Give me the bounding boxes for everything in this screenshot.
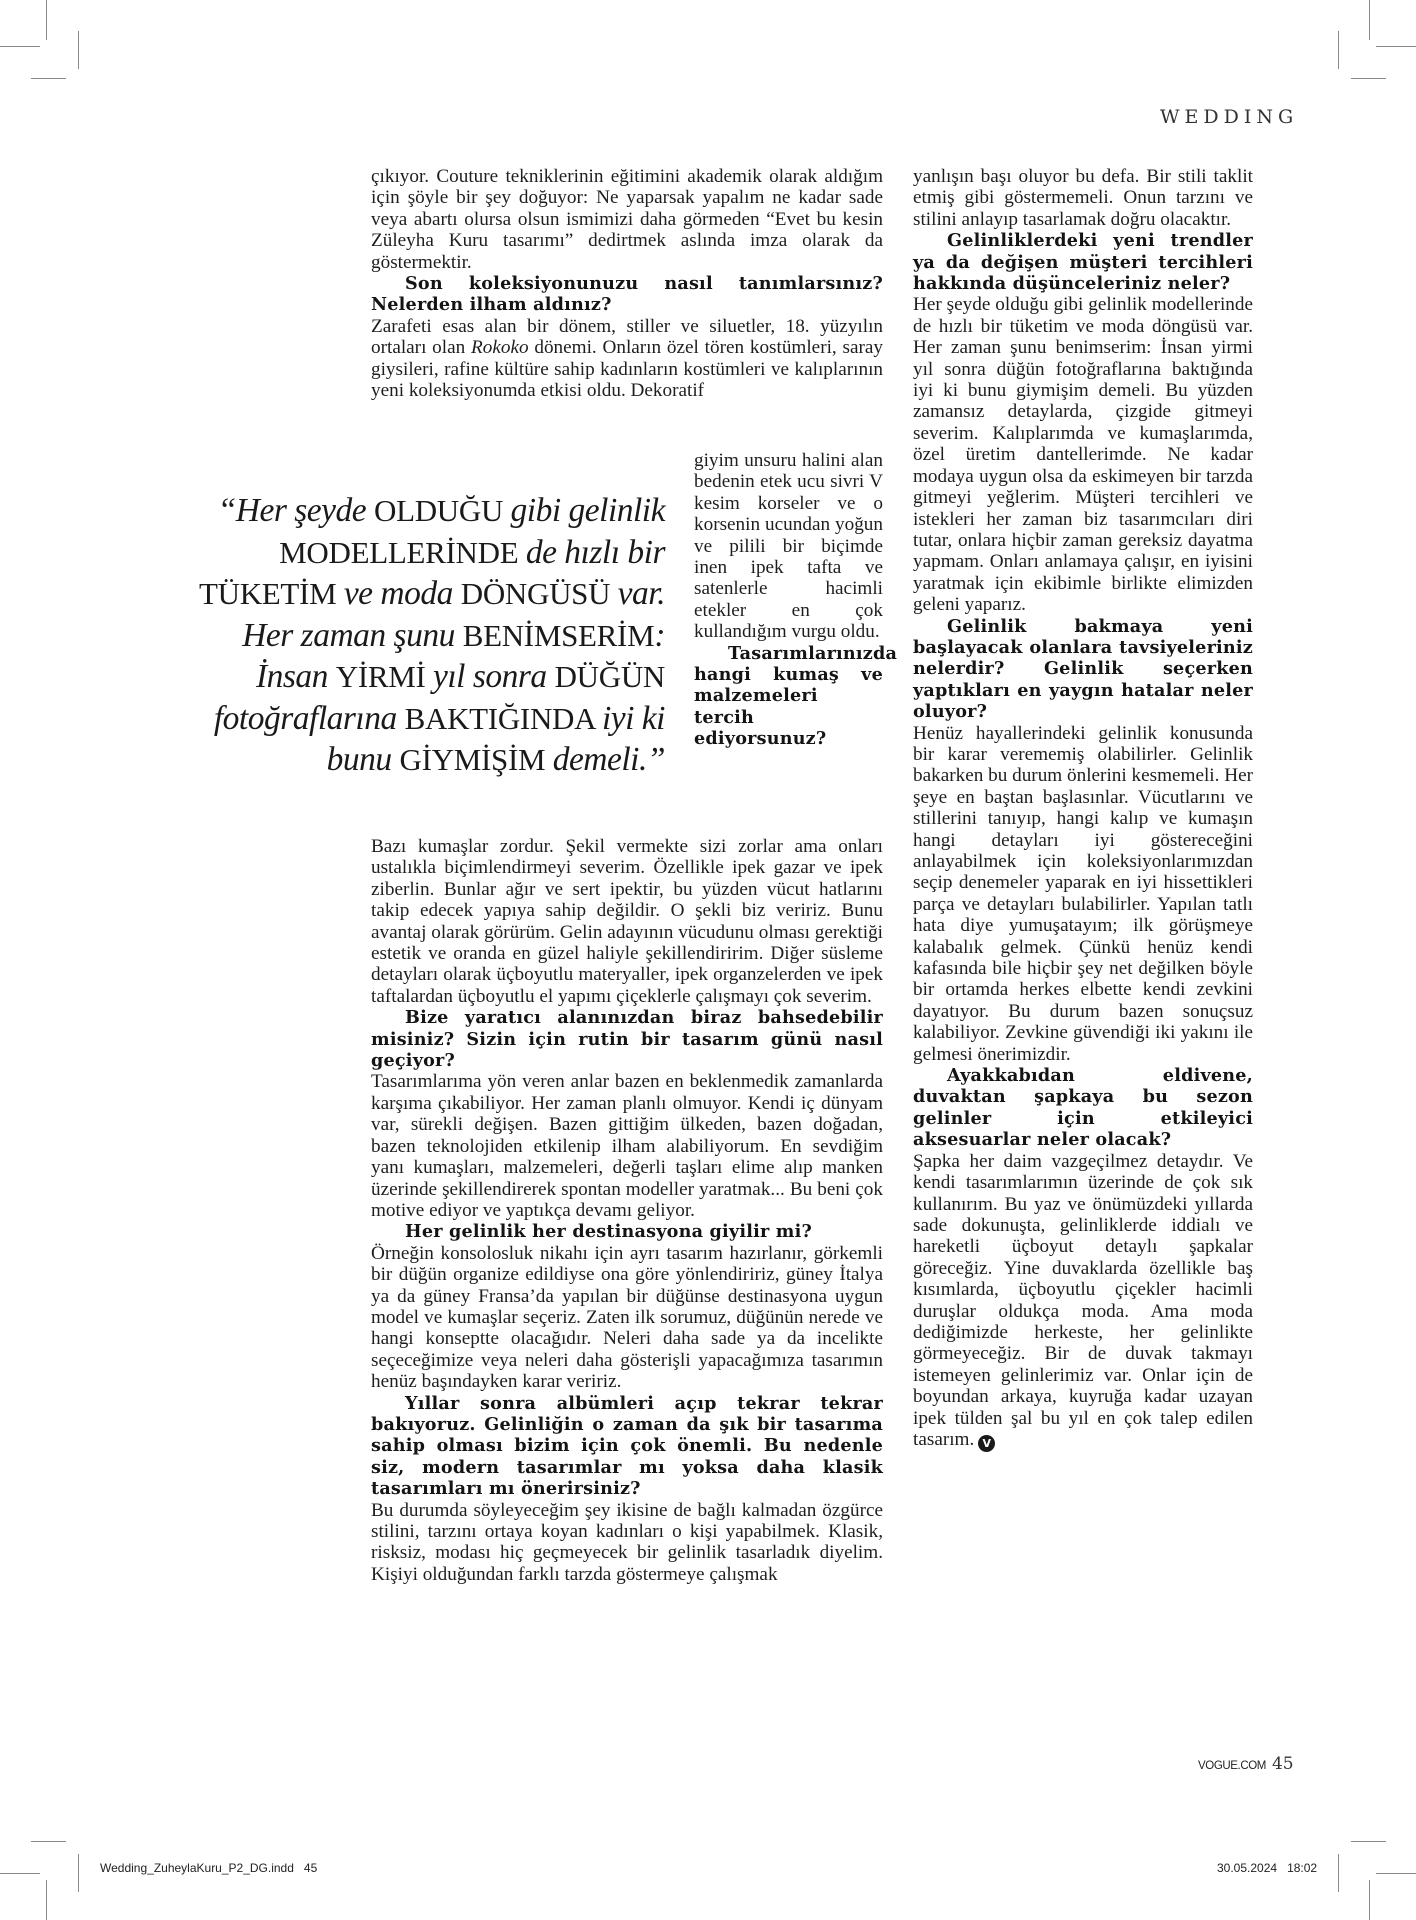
body-paragraph: Bu durumda söyleyeceğim şey ikisine de bağlı kalmadan özgürce stilini, tarzını ortaya koyan kadınları o kişi yapabilmek. Klasik, risksiz, modası hiç geçmeyecek bir gelinlik tasarladık diyelim. Kişiyi olduğundan farklı tarzda göstermeye çalışmak (371, 1499, 883, 1585)
body-paragraph: yanlışın başı oluyor bu defa. Bir stili taklit etmiş gibi göstermemeli. Onun tarzını ve stilini anlayıp tasarlamak doğru olacaktır. (913, 166, 1253, 230)
question-heading: Son koleksiyonunuzu nasıl tanımlarsınız? Nelerden ilham aldınız? (371, 273, 883, 316)
crop-mark (31, 1841, 66, 1842)
pull-quote-segment: İnsan (255, 658, 336, 695)
crop-mark (0, 1873, 40, 1874)
question-heading: Gelinliklerdeki yeni trendler ya da değişen müşteri tercihleri hakkında düşünceleriniz neler? (913, 230, 1253, 295)
body-paragraph: Örneğin konsolosluk nikahı için ayrı tasarım hazırlanır, görkemli bir düğün organize edildiyse ona göre yönlendiririz, güney İtalya ya da güney Fransa’da yapılan bir düğünse destinasyona uygun model ve kumaşlar seçeriz. Zaten ilk sorumuz, düğünün nerede ve hangi konseptte olacağıdır. Neleri daha sade ya da incelikte seçeceğimize veya neleri daha gösterişli yapacağımıza tasarımın henüz başındayken karar veririz. (371, 1242, 883, 1393)
crop-mark (1351, 78, 1386, 79)
body-paragraph: Her şeyde olduğu gibi gelinlik modellerinde de hızlı bir tüketim ve moda döngüsü var. Her zaman şunu benimserim: İnsan yirmi yıl sonra düğün fotoğraflarına baktığında iyi ki bunu giymişim demeli. Bu yüzden zamansız detaylarda, çizgide gitmeyi severim. Kalıplarımda ve kumaşlarımda, özel üretim dantellerimde. Ne kadar modaya uygun olsa da eskimeyen bir tarzda gitmeyi yeğlerim. Müşteri tercihleri ve istekleri her zaman biz tasarımcıları diri tutar, onlara hiçbir zaman gereksiz dayatma yapmam. Onları anlamaya çalışır, en iyisini yaratmak için ekibimle birlikte elimizden geleni yaparız. (913, 294, 1253, 616)
pull-quote-segment: demeli.” (552, 741, 665, 778)
question-heading: Her gelinlik her destinasyona giyilir mi? (405, 1221, 812, 1243)
crop-mark (1338, 1854, 1339, 1892)
italic-term: Rokoko (471, 337, 529, 359)
crop-mark (46, 0, 47, 40)
pull-quote-segment: YİRMİ (335, 659, 433, 694)
pull-quote-segment: BENİMSERİM (462, 617, 655, 653)
body-paragraph: çıkıyor. Couture tekniklerinin eğitimini akademik olarak aldığım için şöyle bir şey doğuyor: Ne yaparsak yapalım ne kadar sade veya abartı olursa olsun ismimizi daha görmeden “Evet bu kesin Züleyha Kuru tasarımı” dedirtmek aslında imza olarak da göstermektir. (371, 166, 883, 273)
pull-quote-segment: DÖNGÜSÜ (460, 576, 618, 611)
crop-mark (1376, 46, 1416, 47)
main-column-lower (371, 836, 883, 1585)
body-text: Şapka her daim vazgeçilmez detaydır. Ve kendi tasarımlarımın üzerinde de çok sık kullanırım. Bu yaz ve önümüzdeki yıllarda sade dokunuşta, gelinliklerde iddialı ve hareketli üçboyut detaylı şapkalar göreceğiz. Yine duvaklarda özellikle baş kısımlarda, üçboyutlu çiçekler hacimli duruşlar oldukça moda. Ama moda dediğimizde herkeste, her gelinlikte görmeyeceğiz. Bir de duvak takmayı istemeyen gelinlerimiz var. Onlar için de boyundan arkaya, kuyruğa kadar uzayan ipek tülden şal bu yıl en çok talep edilen tasarım. (913, 1150, 1253, 1450)
pull-quote-segment: bunu (326, 741, 400, 778)
page-number: 45 (1271, 1754, 1294, 1774)
crop-mark (0, 46, 40, 47)
slug-timestamp (1217, 1861, 1317, 1875)
crop-mark (78, 31, 79, 69)
pull-quote-segment: : (654, 616, 665, 654)
main-column-upper (371, 166, 883, 401)
pull-quote-segment: DÜĞÜN (554, 659, 665, 694)
narrow-column (694, 450, 898, 750)
question-heading: Yıllar sonra albümleri açıp tekrar tekrar bakıyoruz. Gelinliğin o zaman da şık bir tasarıma sahip olması bizim için çok önemli. Bu nedenle siz, modern tasarımlar mı yoksa daha klasik tasarımları mı önerirsiniz? (371, 1392, 883, 1500)
slug-filename: Wedding_ZuheylaKuru_P2_DG.indd (100, 1861, 294, 1875)
vogue-end-mark-icon: V (978, 1435, 995, 1452)
pull-quote-segment: iyi ki (601, 699, 665, 737)
pull-quote (185, 490, 665, 781)
crop-mark (1369, 0, 1370, 40)
pull-quote-segment: OLDUĞU (374, 493, 511, 528)
right-column (913, 166, 1253, 1452)
question-heading: Ayakkabıdan eldivene, duvaktan şapkaya bu sezon gelinler için etkileyici aksesuarlar neler olacak? (913, 1065, 1253, 1151)
crop-mark (1369, 1880, 1370, 1920)
crop-mark (1351, 1841, 1386, 1842)
pull-quote-segment: BAKTIĞINDA (404, 700, 602, 736)
body-text: Zarafeti esas alan bir dönem, stiller ve siluetler, 18. yüzyılın ortaları olan (371, 315, 883, 359)
body-paragraph: giyim unsuru halini alan bedenin etek ucu sivri V kesim korseler ve o korsenin ucundan yoğun ve pilili bir biçimde inen ipek tafta ve satenlerle hacimli etekler en çok kullandığım vurgu oldu. (694, 450, 883, 643)
crop-mark (46, 1880, 47, 1920)
pull-quote-segment: fotoğraflarına (213, 699, 405, 737)
pull-quote-segment: gibi gelinlik (510, 492, 665, 529)
body-paragraph: Bazı kumaşlar zordur. Şekil vermekte sizi zorlar ama onları ustalıkla biçimlendirmeyi severim. Özellikle ipek gazar ve ipek ziberlin. Bunlar ağır ve sert ipektir, bu yüzden vücut hatlarını takip edecek yapıya sahip değildir. O şekli biz veririz. Bunu avantaj olarak görürüm. Gelin adayının vücudunu olması gerektiği estetik ve oranda en güzel haliyle şekillendiririm. Diğer süsleme detayları olarak üçboyutlu materyaller, ipek organzelerden ve ipek taftalardan üçboyutlu el yapımı çiçeklerle çalışmayı çok severim. (371, 836, 883, 1007)
pull-quote-segment: var. (617, 575, 665, 612)
pull-quote-segment: yıl sonra (433, 658, 555, 695)
body-paragraph: Tasarımlarıma yön veren anlar bazen en beklenmedik zamanlarda karşıma çıkabiliyor. Her zaman planlı olmuyor. Kendi iç dünyam var, sürekli değişen. Bazen gittiğim ülkeden, bazen doğadan, bazen teknolojiden etkilenip ilham alabiliyorum. En sevdiğim yanı kumaşları, malzemeleri, değerli taşları elime alıp manken üzerinde şekillendirerek spontan modeller yaratmak... Bu beni çok motive ediyor ve yaptıkça devamı geliyor. (371, 1071, 883, 1221)
section-label: WEDDING (1160, 106, 1299, 128)
question-heading: Tasarımlarınızda hangi kumaş ve malzemeleri tercih ediyorsunuz? (694, 642, 898, 750)
slug-file-info (100, 1861, 317, 1875)
pull-quote-segment: GİYMİŞİM (399, 742, 553, 777)
body-text: dönemi. Onların özel tören kostümleri, saray giysileri, rafine kültüre sahip kadınların kostümleri ve kalıplarının yeni koleksiyonumda etkisi oldu. Dekoratif (371, 337, 883, 402)
crop-mark (31, 78, 66, 79)
site-name: VOGUE.COM (1198, 1760, 1266, 1772)
body-paragraph: Henüz hayallerindeki gelinlik konusunda bir karar verememiş olabilirler. Gelinlik bakarken bu durum önlerini kesmemeli. Her şeye en baştan başlasınlar. Vücutlarını ve stillerini tanıyıp, hangi kalıp ve kumaşın hangi detayları iyi göstereceğini anlayabilmek için koleksiyonlarımızdan seçip denemeler yaparak en iyi hissettikleri parça ve detayları bulabilirler. Yapılan tatlı hata diye yumuşatayım; ilk görüşmeye kalabalık gelmek. Çünkü henüz kendi kafasında bile hiçbir şey net değilken böyle bir ortamda herkes elbette kendi zevkini dayatıyor. Bu durum bazen sonuçsuz kalabiliyor. Zevkine güvendiği iki yakını ile gelmesi önerimizdir. (913, 722, 1253, 1065)
pull-quote-segment: “Her şeyde (217, 492, 374, 529)
crop-mark (1376, 1873, 1416, 1874)
body-paragraph (371, 316, 883, 402)
body-paragraph (913, 1151, 1253, 1452)
folio (1198, 1754, 1294, 1774)
slug-time: 18:02 (1287, 1861, 1318, 1875)
question-heading: Gelinlik bakmaya yeni başlayacak olanlara tavsiyeleriniz nelerdir? Gelinlik seçerken yaptıkları en yaygın hatalar neler oluyor? (913, 615, 1253, 723)
crop-mark (78, 1854, 79, 1892)
slug-date: 30.05.2024 (1217, 1861, 1278, 1875)
pull-quote-segment: Her zaman şunu (242, 616, 463, 654)
pull-quote-segment: de hızlı bir (525, 533, 665, 571)
crop-mark (1338, 31, 1339, 69)
pull-quote-segment: MODELLERİNDE (279, 534, 526, 570)
pull-quote-segment: ve moda (343, 575, 461, 612)
slug-page: 45 (303, 1861, 318, 1875)
pull-quote-segment: TÜKETİM (198, 576, 344, 611)
question-heading: Bize yaratıcı alanınızdan biraz bahsedebilir misiniz? Sizin için rutin bir tasarım günü nasıl geçiyor? (371, 1007, 883, 1072)
